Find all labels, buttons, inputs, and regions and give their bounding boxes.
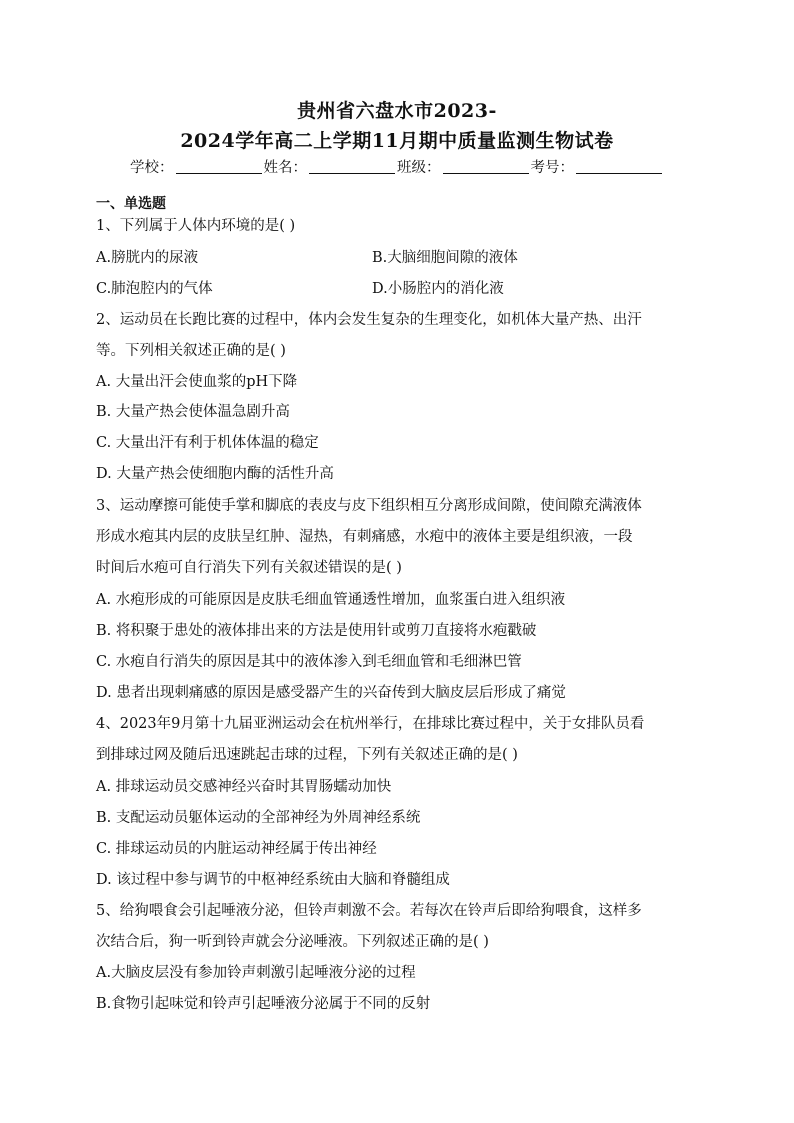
q3-option-b: B. 将积聚于患处的液体排出来的方法是使用针或剪刀直接将水疱戳破 [96, 623, 537, 639]
q2-option-c: C. 大量出汗有利于机体体温的稳定 [96, 435, 319, 451]
q3-option-d: D. 患者出现刺痛感的原因是感受器产生的兴奋传到大脑皮层后形成了痛觉 [96, 685, 566, 701]
q1-option-d: D.小肠腔内的消化液 [372, 281, 504, 297]
q4-option-a: A. 排球运动员交感神经兴奋时其胃肠蠕动加快 [96, 779, 392, 795]
q2-stem-line2: 等。下列相关叙述正确的是( ) [96, 343, 286, 359]
q2-stem-line1: 2、运动员在长跑比赛的过程中，体内会发生复杂的生理变化，如机体大量产热、出汗 [96, 312, 642, 328]
class-label: 班级： [397, 160, 441, 176]
school-blank[interactable] [176, 159, 262, 174]
q5-stem-line1: 5、给狗喂食会引起唾液分泌，但铃声刺激不会。若每次在铃声后即给狗喂食，这样多 [96, 903, 642, 919]
exam-title-line2: 2024学年高二上学期11月期中质量监测生物试卷 [180, 130, 614, 152]
q5-stem-line2: 次结合后，狗一听到铃声就会分泌唾液。下列叙述正确的是( ) [96, 934, 489, 950]
exam-title-line1: 贵州省六盘水市2023- [297, 100, 497, 122]
q5-option-a: A.大脑皮层没有参加铃声刺激引起唾液分泌的过程 [96, 965, 416, 981]
q2-option-b: B. 大量产热会使体温急剧升高 [96, 404, 290, 420]
school-label: 学校： [130, 160, 174, 176]
q4-stem-line2: 到排球过网及随后迅速跳起击球的过程，下列有关叙述正确的是( ) [96, 747, 518, 763]
q3-option-c: C. 水疱自行消失的原因是其中的液体渗入到毛细血管和毛细淋巴管 [96, 654, 522, 670]
q3-stem-line2: 形成水疱其内层的皮肤呈红肿、湿热，有刺痛感，水疱中的液体主要是组织液，一段 [96, 529, 633, 545]
q4-option-d: D. 该过程中参与调节的中枢神经系统由大脑和脊髓组成 [96, 872, 450, 888]
q1-stem: 1、下列属于人体内环境的是( ) [96, 218, 296, 234]
name-label: 姓名： [263, 160, 307, 176]
q1-option-c: C.肺泡腔内的气体 [96, 281, 213, 297]
q1-option-a: A.膀胱内的尿液 [96, 250, 199, 266]
class-blank[interactable] [443, 159, 529, 174]
exam-number-blank[interactable] [576, 159, 662, 174]
q2-option-d: D. 大量产热会使细胞内酶的活性升高 [96, 466, 334, 482]
q3-option-a: A. 水疱形成的可能原因是皮肤毛细血管通透性增加，血浆蛋白进入组织液 [96, 592, 566, 608]
student-info-row [0, 156, 794, 177]
exam-number-label: 考号： [530, 160, 574, 176]
q4-option-b: B. 支配运动员躯体运动的全部神经为外周神经系统 [96, 810, 421, 826]
q1-option-b: B.大脑细胞间隙的液体 [372, 250, 518, 266]
q4-stem-line1: 4、2023年9月第十九届亚洲运动会在杭州举行，在排球比赛过程中，关于女排队员看 [96, 716, 645, 732]
q3-stem-line3: 时间后水疱可自行消失下列有关叙述错误的是( ) [96, 560, 402, 576]
q4-option-c: C. 排球运动员的内脏运动神经属于传出神经 [96, 841, 377, 857]
q2-option-a: A. 大量出汗会使血浆的pH下降 [96, 374, 298, 390]
q3-stem-line1: 3、运动摩擦可能使手掌和脚底的表皮与皮下组织相互分离形成间隙，使间隙充满液体 [96, 498, 642, 514]
section-title: 一、单选题 [96, 196, 166, 212]
q5-option-b: B.食物引起味觉和铃声引起唾液分泌属于不同的反射 [96, 996, 431, 1012]
name-blank[interactable] [309, 159, 395, 174]
